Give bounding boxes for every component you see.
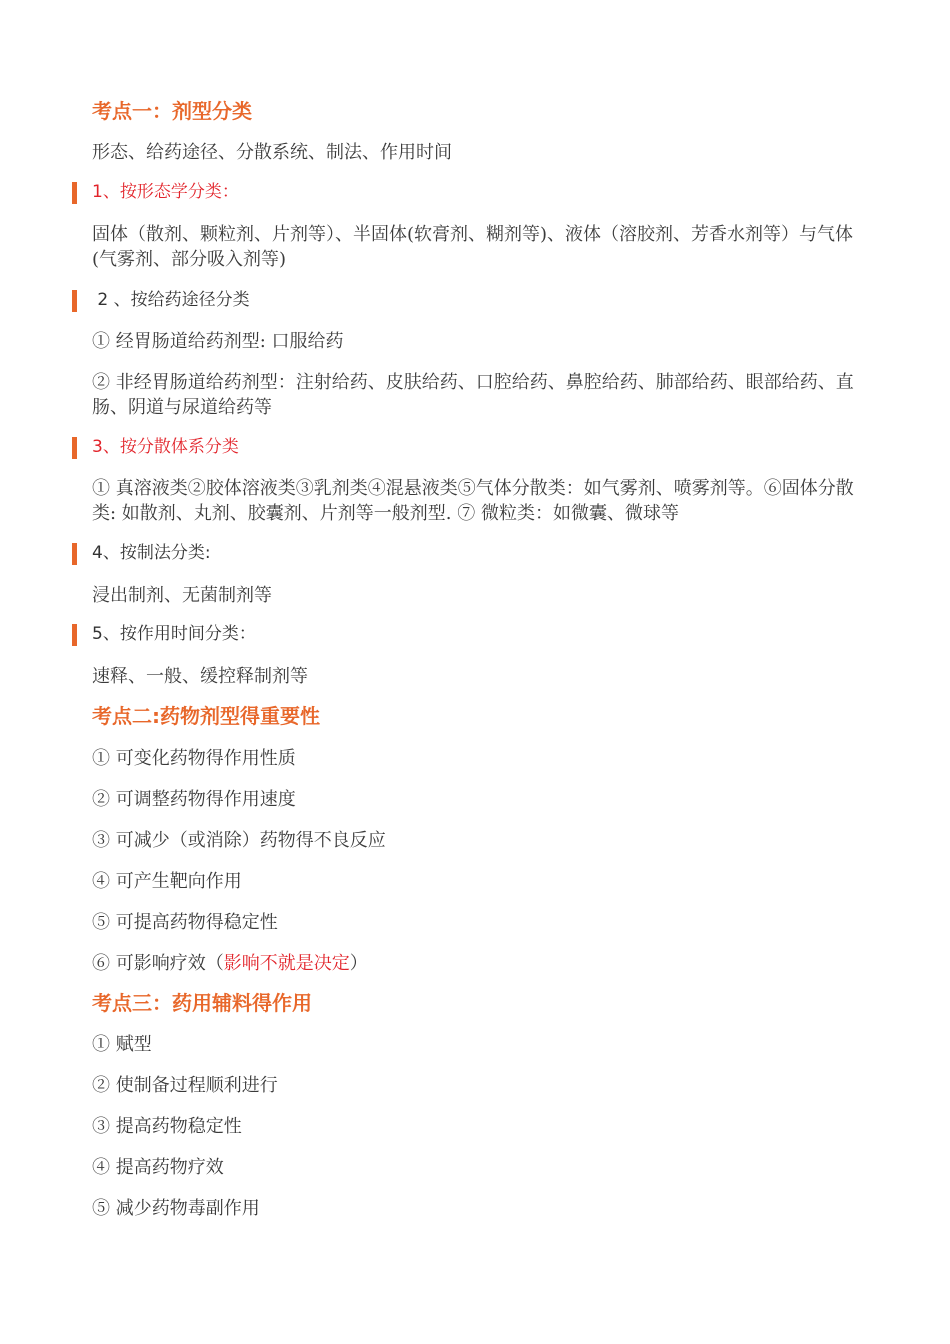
section-3-title: 考点三：药用辅料得作用 <box>92 991 312 1015</box>
excipient-item: ③ 提高药物稳定性 <box>92 1116 242 1137</box>
category-2-title: 2 、按给药途径分类 <box>92 290 250 310</box>
importance-item: ④ 可产生靶向作用 <box>92 871 242 892</box>
category-2-item-1: ① 经胃肠道给药剂型: 口服给药 <box>92 331 344 352</box>
category-1-marker <box>72 182 77 204</box>
category-5-body: 速释、一般、缓控释制剂等 <box>92 666 308 687</box>
importance-item: ① 可变化药物得作用性质 <box>92 748 296 769</box>
category-4-body: 浸出制剂、无菌制剂等 <box>92 585 272 606</box>
category-5-marker <box>72 624 77 646</box>
category-4-title: 4、按制法分类: <box>92 543 211 563</box>
importance-item-suffix: ） <box>349 953 368 974</box>
excipient-item: ① 赋型 <box>92 1034 152 1055</box>
category-3-body: ① 真溶液类②胶体溶液类③乳剂类④混悬液类⑤气体分散类：如气雾剂、喷雾剂等。⑥固体分散类: 如散剂、丸剂、胶囊剂、片剂等一般剂型. ⑦ 微粒类：如微囊、微球等 <box>92 478 854 524</box>
excipient-item: ② 使制备过程顺利进行 <box>92 1075 278 1096</box>
category-2-item-2: ② 非经胃肠道给药剂型：注射给药、皮肤给药、口腔给药、鼻腔给药、肺部给药、眼部给药、直肠、阴道与尿道给药等 <box>92 372 854 418</box>
importance-item: ② 可调整药物得作用速度 <box>92 789 296 810</box>
section-1-intro: 形态、给药途径、分散系统、制法、作用时间 <box>92 142 452 163</box>
category-3-marker <box>72 437 77 459</box>
section-2-title: 考点二:药物剂型得重要性 <box>92 704 320 728</box>
importance-item: ⑤ 可提高药物得稳定性 <box>92 912 278 933</box>
category-4-marker <box>72 543 77 565</box>
category-2-marker <box>72 290 77 312</box>
importance-item: ③ 可减少（或消除）药物得不良反应 <box>92 830 386 851</box>
importance-item <box>92 951 860 976</box>
category-5-title: 5、按作用时间分类： <box>92 624 256 644</box>
excipient-item: ④ 提高药物疗效 <box>92 1157 224 1178</box>
category-3-title: 3、按分散体系分类 <box>92 437 239 457</box>
section-1-title: 考点一：剂型分类 <box>92 99 252 123</box>
category-1-title: 1、按形态学分类： <box>92 182 239 202</box>
excipient-item: ⑤ 减少药物毒副作用 <box>92 1198 260 1219</box>
importance-item-note: 影响不就是决定 <box>223 953 350 974</box>
importance-item-text: ⑥ 可影响疗效（ <box>92 953 224 974</box>
category-1-body: 固体（散剂、颗粒剂、片剂等）、半固体(软膏剂、糊剂等)、液体（溶胶剂、芳香水剂等）与气体(气雾剂、部分吸入剂等) <box>92 224 854 270</box>
